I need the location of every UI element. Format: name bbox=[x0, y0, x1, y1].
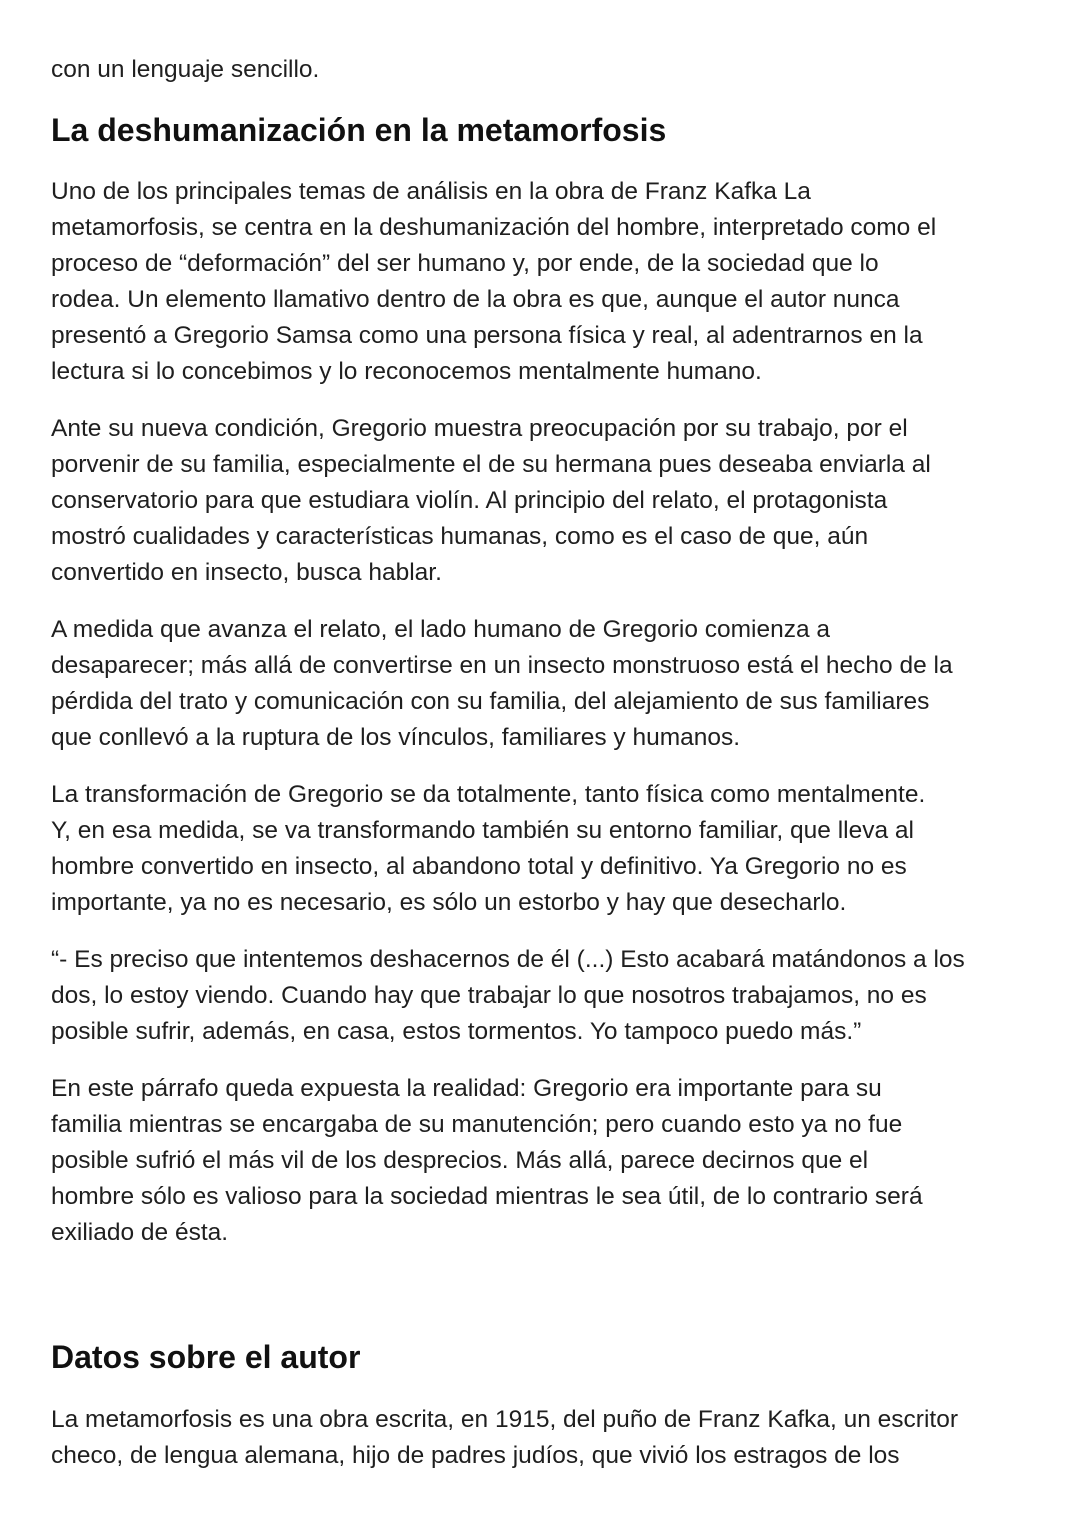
paragraph-line: dos, lo estoy viendo. Cuando hay que trabajar lo que nosotros trabajamos, no es bbox=[51, 982, 927, 1009]
paragraph-line: posible sufrir, además, en casa, estos tormentos. Yo tampoco puedo más.” bbox=[51, 1018, 862, 1045]
paragraph-line: presentó a Gregorio Samsa como una persona física y real, al adentrarnos en la bbox=[51, 322, 923, 349]
paragraph-line: desaparecer; más allá de convertirse en un insecto monstruoso está el hecho de la bbox=[51, 652, 953, 679]
paragraph-line: exiliado de ésta. bbox=[51, 1219, 229, 1246]
paragraph bbox=[51, 942, 1041, 1050]
paragraph-line: La transformación de Gregorio se da totalmente, tanto física como mentalmente. bbox=[51, 781, 926, 808]
intro-line: con un lenguaje sencillo. bbox=[51, 56, 320, 83]
paragraph bbox=[51, 411, 1041, 591]
paragraph-line: convertido en insecto, busca hablar. bbox=[51, 559, 442, 586]
paragraph-line: lectura si lo concebimos y lo reconocemos mentalmente humano. bbox=[51, 358, 762, 385]
section-datos-autor-body bbox=[51, 1402, 1041, 1495]
paragraph-line: importante, ya no es necesario, es sólo un estorbo y hay que desecharlo. bbox=[51, 889, 847, 916]
paragraph-line: pérdida del trato y comunicación con su familia, del alejamiento de sus familiares bbox=[51, 688, 930, 715]
paragraph-line: hombre convertido en insecto, al abandono total y definitivo. Ya Gregorio no es bbox=[51, 853, 907, 880]
paragraph-line: Ante su nueva condición, Gregorio muestra preocupación por su trabajo, por el bbox=[51, 415, 908, 442]
paragraph-line: checo, de lengua alemana, hijo de padres judíos, que vivió los estragos de los bbox=[51, 1442, 900, 1469]
paragraph bbox=[51, 1071, 1041, 1251]
paragraph-line: Y, en esa medida, se va transformando también su entorno familiar, que lleva al bbox=[51, 817, 914, 844]
paragraph-line: mostró cualidades y características humanas, como es el caso de que, aún bbox=[51, 523, 869, 550]
paragraph-line: rodea. Un elemento llamativo dentro de la obra es que, aunque el autor nunca bbox=[51, 286, 900, 313]
paragraph-line: metamorfosis, se centra en la deshumanización del hombre, interpretado como el bbox=[51, 214, 937, 241]
paragraph-line: porvenir de su familia, especialmente el de su hermana pues deseaba enviarla al bbox=[51, 451, 931, 478]
paragraph bbox=[51, 777, 1041, 921]
paragraph-line: hombre sólo es valioso para la sociedad mientras le sea útil, de lo contrario será bbox=[51, 1183, 923, 1210]
paragraph-line: Uno de los principales temas de análisis en la obra de Franz Kafka La bbox=[51, 178, 811, 205]
paragraph-line: En este párrafo queda expuesta la realidad: Gregorio era importante para su bbox=[51, 1075, 882, 1102]
paragraph-line: “- Es preciso que intentemos deshacernos de él (...) Esto acabará matándonos a los bbox=[51, 946, 965, 973]
paragraph-line: La metamorfosis es una obra escrita, en 1915, del puño de Franz Kafka, un escritor bbox=[51, 1406, 959, 1433]
paragraph-line: A medida que avanza el relato, el lado humano de Gregorio comienza a bbox=[51, 616, 831, 643]
paragraph-line: posible sufrió el más vil de los desprecios. Más allá, parece decirnos que el bbox=[51, 1147, 869, 1174]
paragraph-line: que conllevó a la ruptura de los vínculos, familiares y humanos. bbox=[51, 724, 741, 751]
paragraph-line: conservatorio para que estudiara violín. Al principio del relato, el protagonista bbox=[51, 487, 888, 514]
section-heading-deshumanizacion: La deshumanización en la metamorfosis bbox=[51, 112, 667, 148]
paragraph bbox=[51, 612, 1041, 756]
paragraph-line: proceso de “deformación” del ser humano y, por ende, de la sociedad que lo bbox=[51, 250, 879, 277]
paragraph bbox=[51, 1402, 1041, 1474]
paragraph-line: familia mientras se encargaba de su manutención; pero cuando esto ya no fue bbox=[51, 1111, 903, 1138]
section-heading-datos-autor: Datos sobre el autor bbox=[51, 1339, 361, 1375]
paragraph bbox=[51, 174, 1041, 390]
section-deshumanizacion-body bbox=[51, 174, 1041, 1272]
